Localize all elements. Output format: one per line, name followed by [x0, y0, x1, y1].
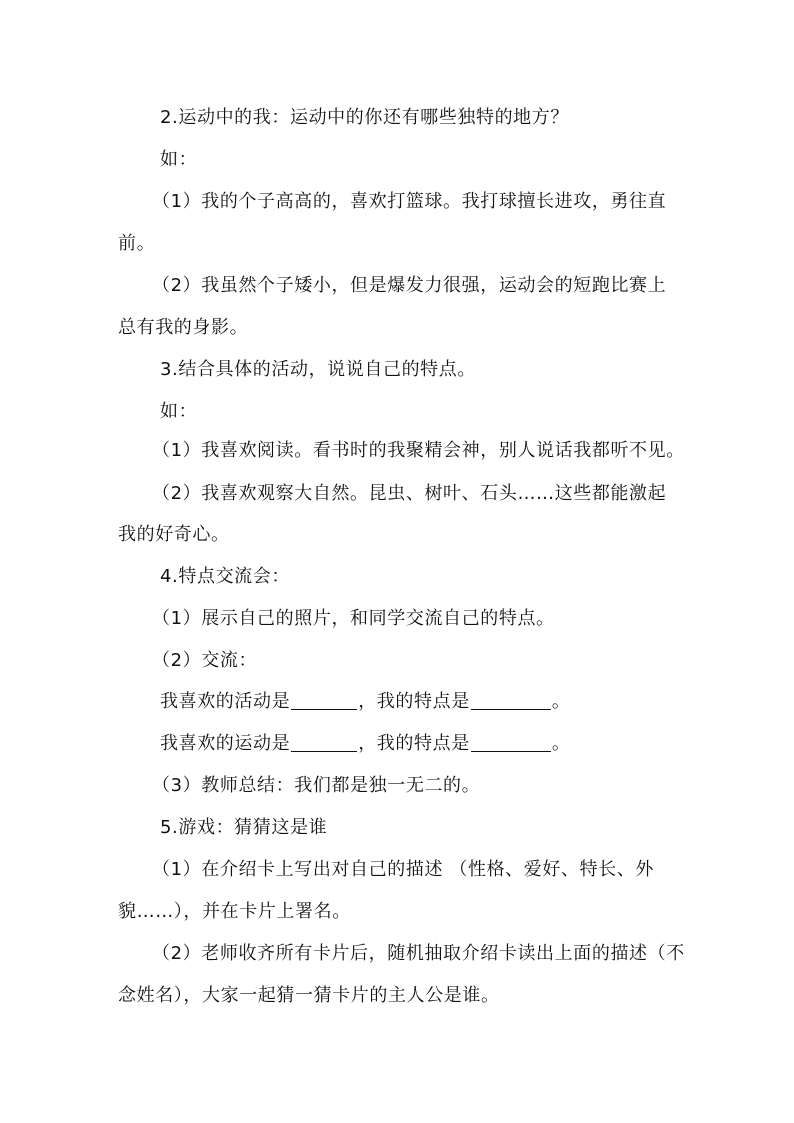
section-5-item-1-line-1: （1）在介绍卡上写出对自己的描述 （性格、爱好、特长、外 [152, 859, 654, 880]
section-2-example-label: 如： [160, 149, 198, 170]
section-5-item-2-line-2: 念姓名），大家一起猜一猜卡片的主人公是谁。 [118, 985, 500, 1006]
sport-trait-blank[interactable] [471, 733, 551, 752]
section-2-item-2-line-1: （2）我虽然个子矮小，但是爆发力很强，运动会的短跑比赛上 [152, 275, 667, 296]
fill-activity-middle: ，我的特点是 [358, 691, 470, 712]
activity-trait-blank[interactable] [471, 691, 551, 710]
section-3-item-2-line-1: （2）我喜欢观察大自然。昆虫、树叶、石头……这些都能激起 [152, 483, 667, 504]
section-5-item-2-line-1: （2）老师收齐所有卡片后，随机抽取介绍卡读出上面的描述（不 [152, 943, 685, 964]
fill-activity-suffix: 。 [551, 691, 571, 712]
section-2-heading: 2.运动中的我：运动中的你还有哪些独特的地方？ [160, 107, 569, 128]
activity-blank[interactable] [291, 691, 357, 710]
section-4-item-3: （3）教师总结：我们都是独一无二的。 [152, 775, 481, 796]
section-3-item-1: （1）我喜欢阅读。看书时的我聚精会神，别人说话我都听不见。 [152, 440, 685, 461]
section-4-heading: 4.特点交流会： [160, 566, 290, 587]
section-2-item-1-line-2: 前。 [118, 233, 156, 254]
fill-activity-prefix: 我喜欢的活动是 [160, 691, 291, 712]
fill-sport-suffix: 。 [551, 733, 571, 754]
fill-sport-prefix: 我喜欢的运动是 [160, 733, 291, 754]
section-5-heading: 5.游戏：猜猜这是谁 [160, 817, 328, 838]
fill-sport-middle: ，我的特点是 [358, 733, 470, 754]
fill-in-sentence-activity [160, 690, 570, 714]
section-4-item-2: （2）交流： [152, 650, 258, 671]
section-5-item-1-line-2: 貌……），并在卡片上署名。 [118, 901, 351, 922]
section-2-item-2-line-2: 总有我的身影。 [118, 317, 249, 338]
sport-blank[interactable] [291, 733, 357, 752]
fill-in-sentence-sport [160, 732, 570, 756]
section-4-item-1: （1）展示自己的照片，和同学交流自己的特点。 [152, 608, 555, 629]
section-3-item-2-line-2: 我的好奇心。 [118, 524, 230, 545]
section-3-heading: 3.结合具体的活动，说说自己的特点。 [160, 359, 476, 380]
section-2-item-1-line-1: （1）我的个子高高的，喜欢打篮球。我打球擅长进攻，勇往直 [152, 191, 667, 212]
section-3-example-label: 如： [160, 401, 198, 422]
